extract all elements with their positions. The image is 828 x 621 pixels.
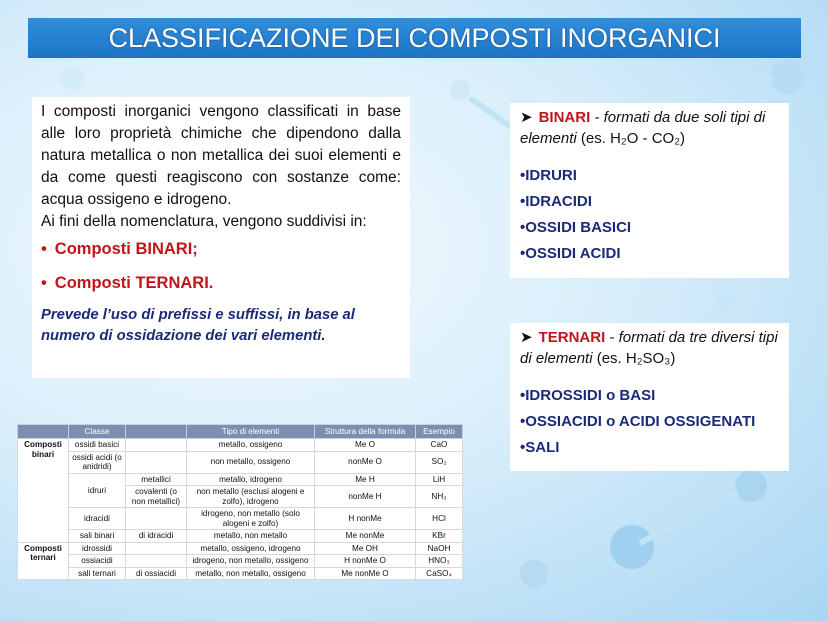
binari-list xyxy=(520,163,779,267)
list-item: • Composti BINARI; xyxy=(41,240,198,258)
compound-list xyxy=(41,239,401,293)
background-atom-decoration xyxy=(520,560,548,588)
list-item: •SALI xyxy=(520,439,560,456)
background-bond-decoration xyxy=(639,489,739,546)
ternari-heading: ➤ TERNARI - formati da tre diversi tipi di elementi (es. H₂SO₃) xyxy=(520,329,778,367)
intro-panel xyxy=(32,97,410,378)
page-title: CLASSIFICAZIONE DEI COMPOSTI INORGANICI xyxy=(108,22,721,53)
ternari-panel xyxy=(510,323,789,471)
bullet-icon: • xyxy=(41,240,47,258)
binari-heading: ➤ BINARI - formati da due soli tipi di elementi (es. H₂O - CO₂) xyxy=(520,109,766,147)
table-row: sali binari di idracidi metallo, non metallo Me nonMe KBr xyxy=(18,530,463,543)
list-item: • Composti TERNARI. xyxy=(41,274,214,292)
ternari-list xyxy=(520,383,779,461)
background-atom-decoration xyxy=(770,60,804,94)
table-header-row: Classe Tipo di elementi Struttura della formula Esempio xyxy=(18,425,463,439)
nomenclature-note: Prevede l’uso di prefissi e suffissi, in base al numero di ossidazione dei vari elementi. xyxy=(41,307,355,344)
arrow-bullet-icon: ➤ xyxy=(520,109,533,126)
table-row: ossiacidi idrogeno, non metallo, ossigeno H nonMe O HNO₃ xyxy=(18,555,463,568)
table-row: ossidi acidi (o anidridi) non metallo, ossigeno nonMe O SO₂ xyxy=(18,451,463,473)
group-label: Composti binari xyxy=(18,439,69,543)
list-item: •IDROSSIDI o BASI xyxy=(520,387,656,404)
group-label: Composti ternari xyxy=(18,542,69,580)
title-banner xyxy=(28,18,801,58)
list-item: •OSSIDI ACIDI xyxy=(520,245,621,262)
list-item: •OSSIACIDI o ACIDI OSSIGENATI xyxy=(520,413,756,430)
table-row: covalenti (o non metallici) non metallo (esclusi alogeni e zolfo), idrogeno nonMe H NH₃ xyxy=(18,486,463,508)
background-atom-decoration xyxy=(715,290,737,312)
classification-table xyxy=(17,424,463,580)
intro-paragraph: I composti inorganici vengono classificati in base alle loro proprietà chimiche che dipendono dalla natura metallica o non metallica dei suoi elementi e da come questi reagiscono con sostanze come: acqua ossigeno e idrogeno. xyxy=(41,103,401,208)
binari-panel xyxy=(510,103,789,278)
arrow-bullet-icon: ➤ xyxy=(520,329,533,346)
ternari-example: (es. H₂SO₃) xyxy=(596,350,676,367)
background-atom-decoration xyxy=(450,80,470,100)
intro-subtitle: Ai fini della nomenclatura, vengono suddivisi in: xyxy=(41,213,367,230)
table-row: idruri metallici metallo, idrogeno Me H LiH xyxy=(18,473,463,486)
list-item: •IDRURI xyxy=(520,167,577,184)
background-atom-decoration xyxy=(735,470,767,502)
background-atom-decoration xyxy=(60,66,84,90)
bullet-icon: • xyxy=(41,274,47,292)
list-item: •OSSIDI BASICI xyxy=(520,219,632,236)
table-row: Composti binari ossidi basici metallo, ossigeno Me O CaO xyxy=(18,439,463,452)
table-row: idracidi idrogeno, non metallo (solo alogeni e zolfo) H nonMe HCl xyxy=(18,508,463,530)
table-row: Composti ternari idrossidi metallo, ossigeno, idrogeno Me OH NaOH xyxy=(18,542,463,555)
background-atom-decoration xyxy=(610,525,654,569)
list-item: •IDRACIDI xyxy=(520,193,592,210)
table-row: sali ternari di ossiacidi metallo, non metallo, ossigeno Me nonMe O CaSO₄ xyxy=(18,567,463,580)
binari-example: (es. H₂O - CO₂) xyxy=(580,130,686,147)
